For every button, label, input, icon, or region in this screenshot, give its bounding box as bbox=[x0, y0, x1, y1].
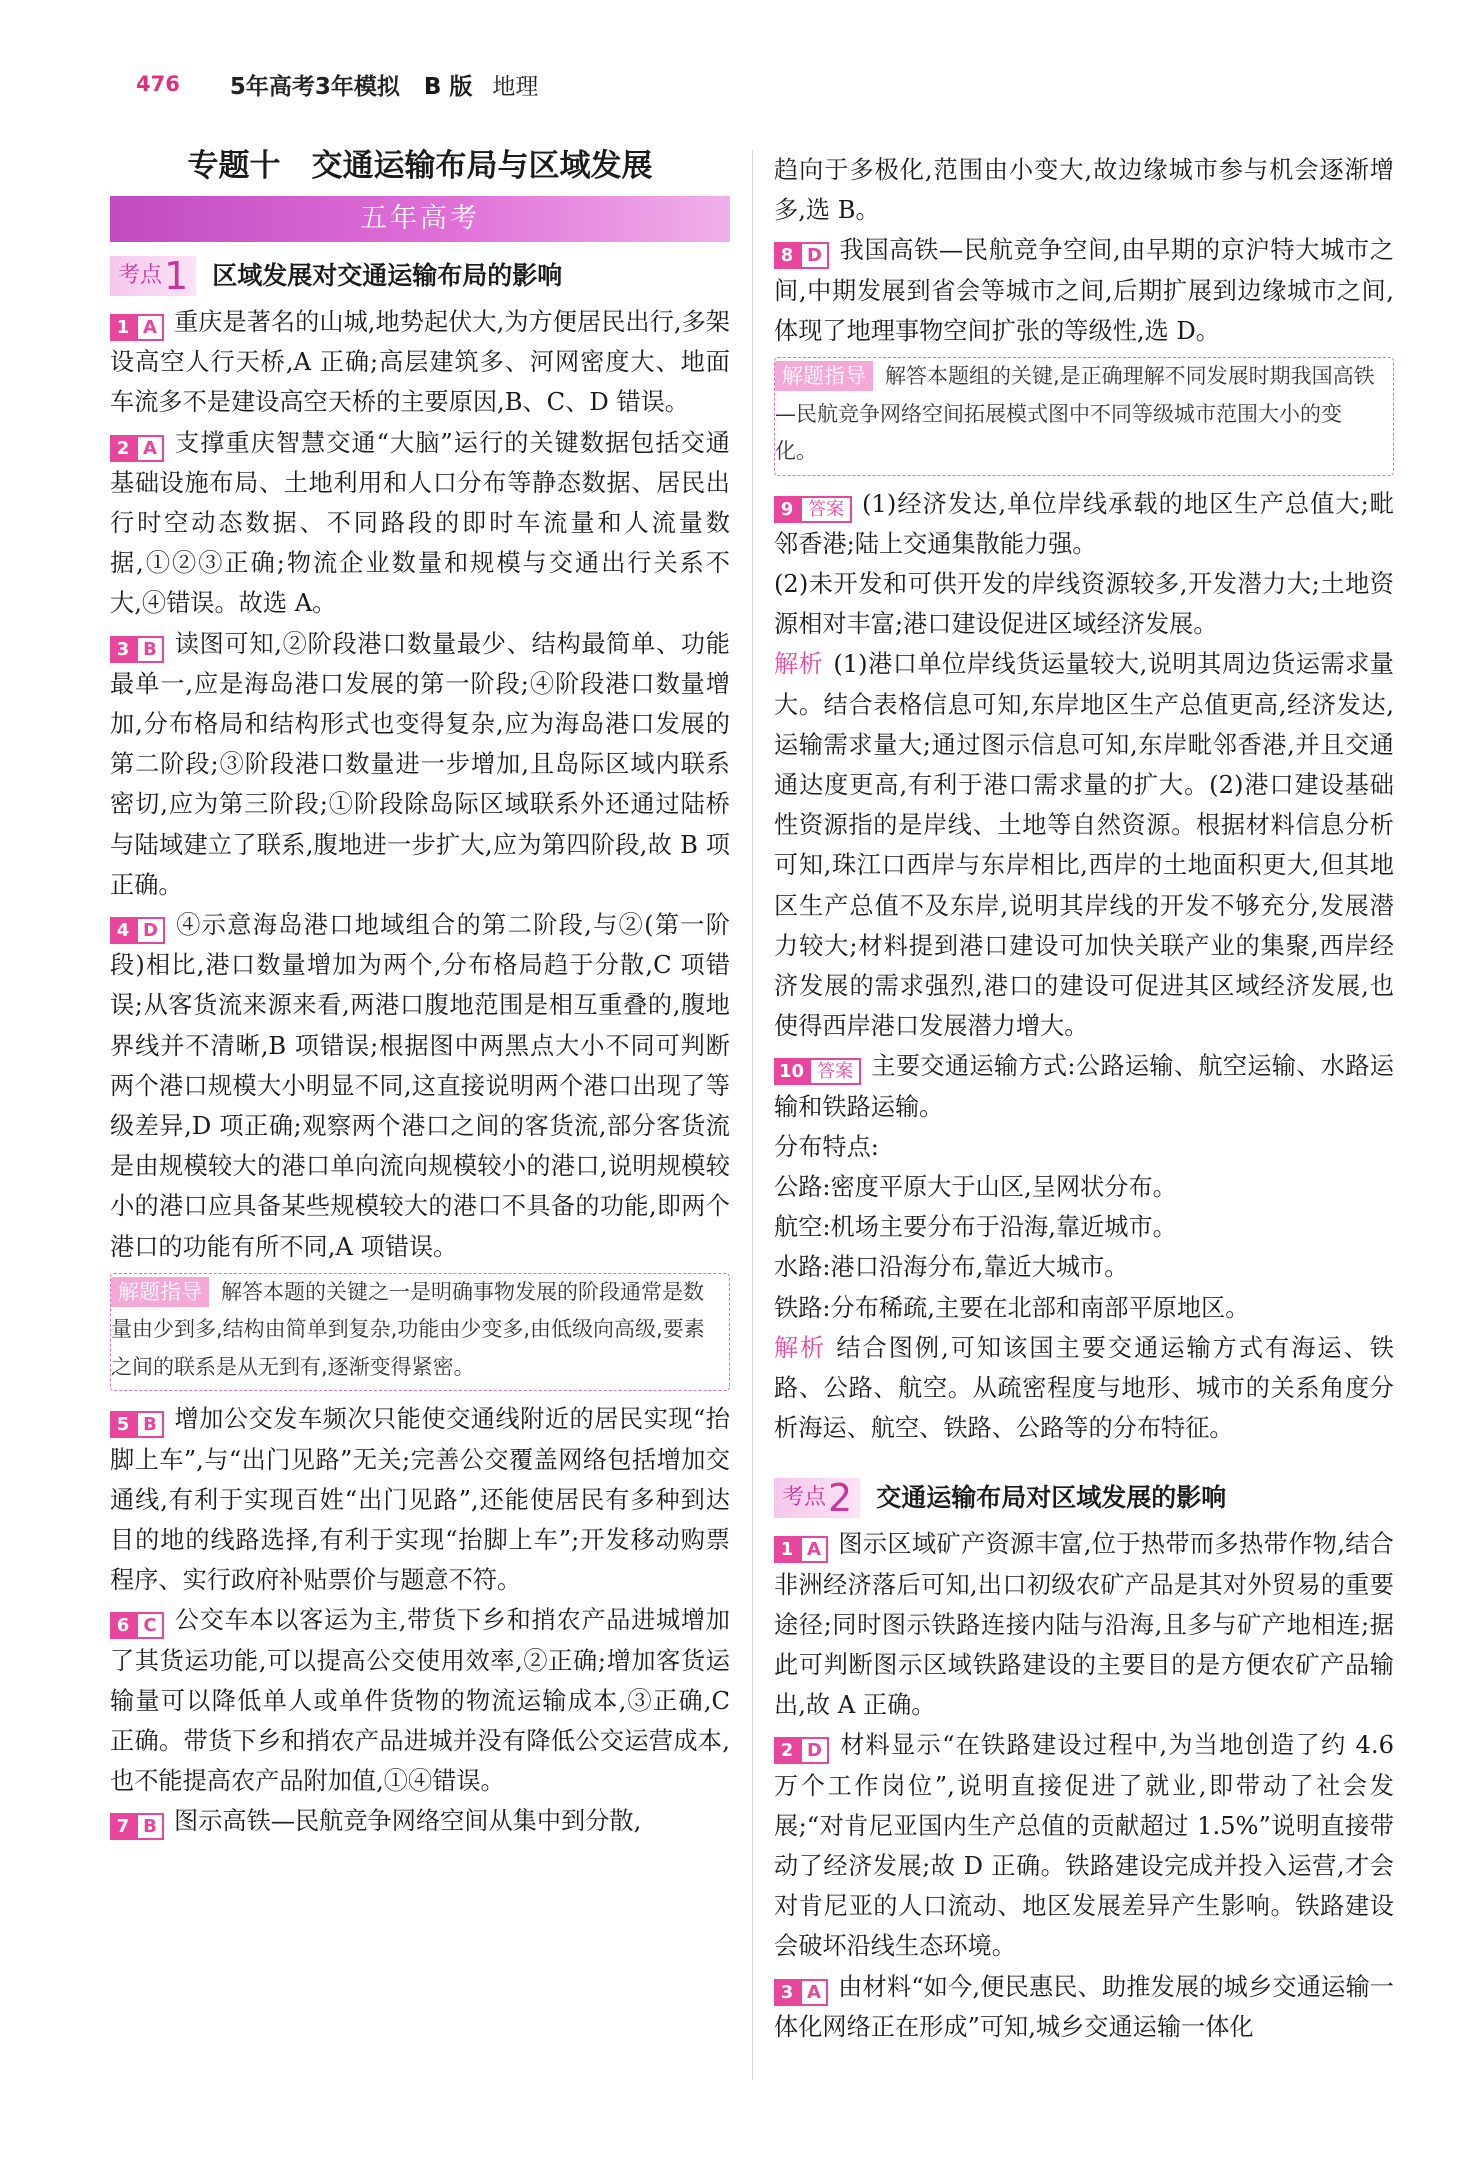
question-tag: 5 B bbox=[110, 1411, 164, 1438]
section-title: 专题十 交通运输布局与区域发展 bbox=[187, 148, 653, 184]
page-number: 476 bbox=[136, 72, 180, 96]
book-title: 5年高考3年模拟 bbox=[229, 73, 400, 100]
kaodian-tag: 考点 2 bbox=[774, 1478, 860, 1518]
question-tag: 3 B bbox=[110, 636, 164, 663]
solution-guide-label: 解题指导 bbox=[111, 1277, 209, 1307]
answer-text: (2)未开发和可供开发的岸线资源较多,开发潜力大;土地资源相对丰富;港口建设促进区域经济发展。 bbox=[774, 569, 1394, 639]
question-tag: 1 A bbox=[110, 314, 164, 341]
continued-text: 趋向于多极化,范围由小变大,故边缘城市参与机会逐渐增多,选 B。 bbox=[774, 156, 1394, 225]
question-tag: 10 答案 bbox=[774, 1058, 861, 1085]
answer-item: 7 B 图示高铁—民航竞争网络空间从集中到分散, bbox=[110, 1801, 730, 1841]
answer-item: 9 答案 (1)经济发达,单位岸线承载的地区生产总值大;毗邻香港;陆上交通集散能力强。 bbox=[774, 489, 1394, 558]
question-tag: 4 D bbox=[110, 917, 165, 944]
answer-item: 6 C 公交车本以客运为主,带货下乡和捎农产品进城增加了其货运功能,可以提高公交使用效率,②正确;增加客货运输量可以降低单人或单件货物的物流运输成本,③正确,C 正确。带货下乡和捎农产品进城并没有降低公交运营成本,也不能提高农产品附加值,①④错误。 bbox=[110, 1606, 730, 1796]
kaodian-title: 区域发展对交通运输布局的影响 bbox=[212, 260, 563, 290]
solution-guide-box bbox=[110, 1273, 730, 1392]
solution-guide-label: 解题指导 bbox=[775, 361, 873, 391]
question-tag: 1 A bbox=[774, 1536, 828, 1563]
kaodian-1-heading bbox=[110, 252, 730, 300]
distribution-line: 航空:机场主要分布于沿海,靠近城市。 bbox=[774, 1213, 1177, 1242]
solution-guide-text: 解答本题的关键之一是明确事物发展的阶段通常是数量由少到多,结构由简单到复杂,功能由少变多,由低级向高级,要素之间的联系是从无到有,逐渐变得紧密。 bbox=[111, 1279, 705, 1379]
question-tag: 7 B bbox=[110, 1813, 164, 1840]
question-tag: 6 C bbox=[110, 1612, 164, 1639]
distribution-line: 水路:港口沿海分布,靠近大城市。 bbox=[774, 1253, 1129, 1282]
question-tag: 2 A bbox=[110, 435, 164, 462]
distribution-line: 公路:密度平原大于山区,呈网状分布。 bbox=[774, 1172, 1177, 1201]
edition-label: B 版 bbox=[423, 73, 473, 100]
right-column bbox=[774, 150, 1394, 2047]
analysis-item: 解析 结合图例,可知该国主要交通运输方式有海运、铁路、公路、航空。从疏密程度与地形、城市的关系角度分析海运、航空、铁路、公路等的分布特征。 bbox=[774, 1333, 1394, 1443]
answer-item: 8 D 我国高铁—民航竞争空间,由早期的京沪特大城市之间,中期发展到省会等城市之间,后期扩展到边缘城市之间,体现了地理事物空间扩张的等级性,选 D。 bbox=[774, 236, 1394, 345]
page-header bbox=[136, 64, 538, 104]
answer-item: 2 D 材料显示“在铁路建设过程中,为当地创造了约 4.6 万个工作岗位”,说明直接促进了就业,即带动了社会发展;“对肯尼亚国内生产总值的贡献超过 1.5%”说明直接带动了经济发展;故 D 正确。铁路建设完成并投入运营,才会对肯尼亚的人口流动、地区发展差异产生影响。铁路建设会破坏沿线生态环境。 bbox=[774, 1731, 1394, 1961]
question-tag: 3 A bbox=[774, 1979, 828, 2006]
answer-item: 3 A 由材料“如今,便民惠民、助推发展的城乡交通运输一体化网络正在形成”可知,城乡交通运输一体化 bbox=[774, 1972, 1394, 2041]
analysis-label: 解析 bbox=[774, 650, 824, 679]
analysis-label: 解析 bbox=[774, 1333, 827, 1362]
question-tag: 2 D bbox=[774, 1737, 829, 1764]
kaodian-2-heading bbox=[774, 1474, 1394, 1522]
answer-item: 1 A 图示区域矿产资源丰富,位于热带而多热带作物,结合非洲经济落后可知,出口初级农矿产品是其对外贸易的重要途径;同时图示铁路连接内陆与沿海,且多与矿产地相连;据此可判断图示区域铁路建设的主要目的是方便农矿产品输出,故 A 正确。 bbox=[774, 1530, 1394, 1720]
answer-item: 10 答案 主要交通运输方式:公路运输、航空运输、水路运输和铁路运输。 bbox=[774, 1052, 1394, 1121]
subject-label: 地理 bbox=[492, 73, 539, 100]
answer-item: 3 B 读图可知,②阶段港口数量最少、结构最简单、功能最单一,应是海岛港口发展的第一阶段;④阶段港口数量增加,分布格局和结构形式也变得复杂,应为海岛港口发展的第二阶段;③阶段港口数量进一步增加,且岛际区域内联系密切,应为第三阶段;①阶段除岛际区域联系外还通过陆桥与陆域建立了联系,腹地进一步扩大,应为第四阶段,故 B 项正确。 bbox=[110, 629, 730, 899]
question-tag: 9 答案 bbox=[774, 496, 852, 523]
solution-guide-text: 解答本题组的关键,是正确理解不同发展时期我国高铁—民航竞争网络空间拓展模式图中不同等级城市范围大小的变化。 bbox=[775, 364, 1375, 464]
question-tag: 8 D bbox=[774, 242, 829, 269]
distribution-title: 分布特点: bbox=[774, 1132, 879, 1161]
answer-item: 5 B 增加公交发车频次只能使交通线附近的居民实现“抬脚上车”,与“出门见路”无关;完善公交覆盖网络包括增加交通线,有利于实现百姓“出门见路”,还能使居民有多种到达目的地的线路选择,有利于实现“抬脚上车”;开发移动购票程序、实行政府补贴票价与题意不符。 bbox=[110, 1405, 730, 1595]
section-banner: 五年高考 bbox=[110, 196, 730, 242]
answer-item: 4 D ④示意海岛港口地域组合的第二阶段,与②(第一阶段)相比,港口数量增加为两个,分布格局趋于分散,C 项错误;从客货流来源来看,两港口腹地范围是相互重叠的,腹地界线并不清晰,B 项错误;根据图中两黑点大小不同可判断两个港口规模大小明显不同,这直接说明两个港口出现了等级差异,D 项正确;观察两个港口之间的客货流,部分客货流是由规模较大的港口单向流向规模较小的港口,说明规模较小的港口应具备某些规模较大的港口不具备的功能,即两个港口的功能有所不同,A 项错误。 bbox=[110, 911, 730, 1261]
distribution-line: 铁路:分布稀疏,主要在北部和南部平原地区。 bbox=[774, 1293, 1250, 1322]
answer-item: 1 A 重庆是著名的山城,地势起伏大,为方便居民出行,多架设高空人行天桥,A 正确;高层建筑多、河网密度大、地面车流多不是建设高空天桥的主要原因,B、C、D 错误。 bbox=[110, 308, 730, 417]
kaodian-title: 交通运输布局对区域发展的影响 bbox=[876, 1483, 1227, 1513]
left-column bbox=[110, 138, 730, 1842]
solution-guide-box bbox=[774, 357, 1394, 476]
kaodian-tag: 考点 1 bbox=[110, 256, 196, 296]
answer-item: 2 A 支撑重庆智慧交通“大脑”运行的关键数据包括交通基础设施布局、土地利用和人口分布等静态数据、居民出行时空动态数据、不同路段的即时车流量和人流量数据,①②③正确;物流企业数量和规模与交通出行关系不大,④错误。故选 A。 bbox=[110, 428, 730, 618]
column-divider bbox=[752, 150, 753, 2080]
analysis-item: 解析 (1)港口单位岸线货运量较大,说明其周边货运需求量大。结合表格信息可知,东岸地区生产总值更高,经济发达,运输需求量大;通过图示信息可知,东岸毗邻香港,并且交通通达度更高,有利于港口需求量的扩大。(2)港口建设基础性资源指的是岸线、土地等自然资源。根据材料信息分析可知,珠江口西岸与东岸相比,西岸的土地面积更大,但其地区生产总值不及东岸,说明其岸线的开发不够充分,发展潜力较大;材料提到港口建设可加快关联产业的集聚,西岸经济发展的需求强烈,港口的建设可促进其区域经济发展,也使得西岸港口发展潜力增大。 bbox=[774, 650, 1394, 1041]
